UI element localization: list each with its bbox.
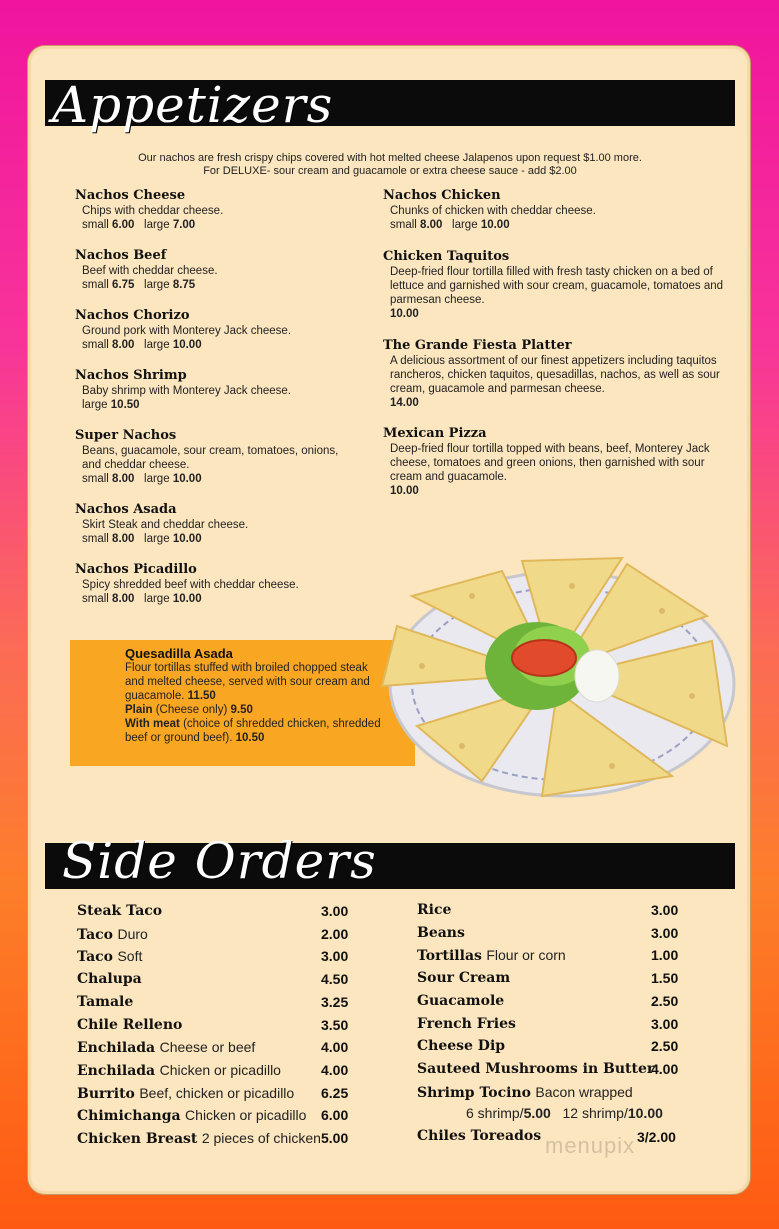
side-item-price: 4.00 <box>321 1039 349 1056</box>
price-value: 6.00 <box>112 219 135 231</box>
side-item-qualifier: Soft <box>117 948 143 965</box>
side-item <box>77 1106 306 1125</box>
side-item-qualifier: Duro <box>117 925 148 942</box>
item-prices <box>75 592 345 606</box>
item-prices <box>75 338 345 352</box>
quesadilla-item <box>125 646 385 745</box>
item-prices <box>75 218 345 232</box>
item-description: Chunks of chicken with cheddar cheese. <box>390 205 596 217</box>
appetizer-item <box>383 426 728 498</box>
quesadilla-plain-note: (Cheese only) <box>155 704 228 716</box>
item-name: Nachos Picadillo <box>75 562 197 577</box>
shrimp-12-label: 12 shrimp/ <box>562 1105 628 1121</box>
price-value: 14.00 <box>390 397 419 409</box>
intro-line-2: For DELUXE- sour cream and guacamole or extra cheese sauce - add $2.00 <box>203 165 577 177</box>
item-prices <box>383 396 728 410</box>
side-item-name: Enchilada <box>77 1062 156 1079</box>
side-item-price: 3/2.00 <box>637 1129 676 1145</box>
side-item-name: Chiles Toreados <box>417 1128 542 1144</box>
appetizer-item <box>75 428 345 486</box>
side-item-price: 3.00 <box>321 948 349 965</box>
side-item-price: 2.00 <box>321 925 349 942</box>
side-item-name: Rice <box>417 902 452 918</box>
side-item-name: Shrimp Tocino <box>417 1084 531 1101</box>
price-size-label: small <box>82 279 109 291</box>
side-item-name: Chicken Breast <box>77 1131 198 1147</box>
side-item-price: 2.50 <box>651 992 679 1009</box>
quesadilla-meat-label: With meat <box>125 718 180 730</box>
side-item <box>417 1015 516 1033</box>
appetizers-intro <box>95 152 685 178</box>
price-value: 6.75 <box>112 279 135 291</box>
price-value: 8.00 <box>420 219 443 231</box>
price-size-label: large <box>452 219 478 231</box>
quesadilla-plain-price: 9.50 <box>230 704 253 716</box>
side-item-name: Cheese Dip <box>417 1038 506 1055</box>
side-item <box>77 947 142 966</box>
price-value: 10.00 <box>172 533 202 545</box>
item-description: Baby shrimp with Monterey Jack cheese. <box>82 385 292 397</box>
side-item-qualifier: Cheese or beef <box>159 1039 256 1056</box>
side-item <box>417 901 451 919</box>
item-description: Deep-fried flour tortilla topped with beans, beef, Monterey Jack cheese, tomatoes and green onions, then garnished with sour cream and guacamole. <box>390 443 710 483</box>
side-item <box>417 992 504 1010</box>
side-item <box>77 993 133 1011</box>
item-description: Ground pork with Monterey Jack cheese. <box>82 325 292 337</box>
side-item <box>77 970 142 988</box>
price-value: 10.00 <box>390 308 419 320</box>
item-name: Nachos Shrimp <box>75 368 187 383</box>
item-prices <box>383 307 728 321</box>
side-item-name: Guacamole <box>417 992 505 1009</box>
price-value: 10.50 <box>110 399 140 411</box>
side-item-name: Burrito <box>77 1085 135 1102</box>
shrimp-6-label: 6 shrimp/ <box>466 1105 524 1121</box>
item-description: Skirt Steak and cheddar cheese. <box>82 519 249 531</box>
price-size-label: small <box>82 339 109 351</box>
side-item <box>77 1129 321 1148</box>
item-description: A delicious assortment of our finest appetizers including taquitos rancheros, chicken taquitos, quesadillas, nachos, as well as sour cream, guacamole and parmesan cheese. <box>390 355 720 395</box>
price-size-label: large <box>144 279 170 291</box>
appetizers-title: Appetizers <box>52 76 334 134</box>
menupix-watermark: menupix <box>545 1133 636 1158</box>
item-description: Deep-fried flour tortilla filled with fresh tasty chicken on a bed of lettuce and garnished with sour cream, guacamole, tomatoes and parmesan cheese. <box>390 266 724 306</box>
item-prices <box>75 398 345 412</box>
appetizer-item <box>383 188 728 232</box>
side-item-price: 5.00 <box>321 1130 349 1146</box>
appetizer-item <box>383 249 728 321</box>
side-item-name: Sauteed Mushrooms in Butter <box>417 1060 655 1077</box>
item-name: Nachos Chorizo <box>75 308 190 323</box>
side-item-name: French Fries <box>417 1015 516 1032</box>
side-item <box>417 1060 654 1078</box>
side-item <box>77 925 148 944</box>
side-item-price: 6.25 <box>321 1084 349 1101</box>
side-item <box>417 1037 505 1055</box>
price-value: 7.00 <box>172 219 196 231</box>
side-item-qualifier: Chicken or picadillo <box>185 1107 307 1124</box>
side-item-qualifier: Chicken or picadillo <box>159 1061 281 1078</box>
quesadilla-meat-price: 10.50 <box>235 732 265 744</box>
item-name: The Grande Fiesta Platter <box>383 338 572 353</box>
price-value: 10.00 <box>172 339 202 351</box>
price-value: 8.00 <box>112 593 135 605</box>
side-item-qualifier: Flour or corn <box>486 947 566 964</box>
side-item-name: Taco <box>77 949 114 966</box>
item-name: Nachos Chicken <box>383 188 501 203</box>
side-item-name: Enchilada <box>77 1040 156 1057</box>
appetizer-item <box>383 338 728 410</box>
quesadilla-plate-image <box>372 556 738 802</box>
item-name: Nachos Cheese <box>75 188 186 203</box>
price-size-label: large <box>144 593 170 605</box>
side-item <box>77 1061 281 1080</box>
side-item-price: 3.00 <box>321 903 349 919</box>
price-size-label: small <box>82 219 109 231</box>
appetizer-item <box>75 502 345 546</box>
item-name: Mexican Pizza <box>383 426 487 441</box>
price-value: 10.00 <box>480 219 510 231</box>
price-value: 8.00 <box>112 533 135 545</box>
quesadilla-name: Quesadilla Asada <box>125 646 233 661</box>
side-item-price: 1.50 <box>651 970 679 987</box>
side-item-name: Tamale <box>77 993 134 1010</box>
side-item-price: 4.00 <box>321 1061 349 1078</box>
side-item-name: Taco <box>77 926 114 943</box>
side-item-qualifier: 2 pieces of chicken <box>201 1130 321 1146</box>
side-item-price: 6.00 <box>321 1107 349 1124</box>
side-item-price: 4.00 <box>651 1060 679 1077</box>
appetizer-item <box>75 562 345 606</box>
item-description: Chips with cheddar cheese. <box>82 205 224 217</box>
price-size-label: small <box>82 473 109 485</box>
shrimp-6-price: 5.00 <box>523 1105 551 1121</box>
price-size-label: small <box>82 593 109 605</box>
side-item-name: Sour Cream <box>417 970 511 987</box>
price-size-label: large <box>144 533 170 545</box>
side-item <box>77 1038 255 1057</box>
side-item-name: Chile Relleno <box>77 1016 183 1033</box>
item-name: Chicken Taquitos <box>383 249 510 264</box>
quesadilla-desc: Flour tortillas stuffed with broiled chopped steak and melted cheese, served with sour cream and guacamole. <box>125 662 370 702</box>
side-item-qualifier: Bacon wrapped <box>535 1083 633 1100</box>
item-name: Super Nachos <box>75 428 177 443</box>
price-value: 8.00 <box>112 339 135 351</box>
item-description: Beans, guacamole, sour cream, tomatoes, onions, and cheddar cheese. <box>82 445 339 471</box>
price-value: 10.00 <box>172 473 202 485</box>
shrimp-12-price: 10.00 <box>627 1105 663 1121</box>
price-value: 8.00 <box>112 473 135 485</box>
side-item <box>77 1016 182 1034</box>
intro-line-1: Our nachos are fresh crispy chips covered with hot melted cheese Jalapenos upon request $1.00 more. <box>138 152 642 164</box>
item-prices <box>383 484 728 498</box>
side-item-price: 2.50 <box>651 1038 679 1055</box>
side-orders-title: Side Orders <box>62 832 377 890</box>
price-size-label: small <box>82 533 109 545</box>
quesadilla-plain-label: Plain <box>125 704 153 716</box>
price-size-label: small <box>390 219 417 231</box>
side-item-chiles-toreados <box>417 1127 541 1145</box>
quesadilla-meat-note: (choice of shredded chicken, shredded beef or ground beef). <box>125 718 381 744</box>
side-item-name: Tortillas <box>417 948 482 965</box>
side-item <box>417 924 465 942</box>
side-item <box>77 902 162 920</box>
appetizer-item <box>75 248 345 292</box>
appetizer-item <box>75 368 345 412</box>
item-prices <box>75 472 345 486</box>
side-item-qualifier: Beef, chicken or picadillo <box>139 1084 295 1101</box>
appetizer-item <box>75 308 345 352</box>
side-item-name: Steak Taco <box>77 903 163 919</box>
side-item-price: 3.25 <box>321 993 349 1010</box>
side-item <box>77 1084 294 1103</box>
price-size-label: large <box>144 339 170 351</box>
side-item-price: 3.00 <box>651 902 679 918</box>
item-description: Spicy shredded beef with cheddar cheese. <box>82 579 299 591</box>
side-item-price: 3.00 <box>651 924 679 941</box>
price-value: 10.00 <box>390 485 419 497</box>
shrimp-tocino-options <box>466 1104 663 1122</box>
side-item-price: 3.50 <box>321 1016 349 1033</box>
item-name: Nachos Beef <box>75 248 167 263</box>
side-item-price: 4.50 <box>321 971 349 988</box>
side-item <box>417 1083 633 1102</box>
price-size-label: large <box>144 473 170 485</box>
item-prices <box>75 278 345 292</box>
price-value: 10.00 <box>172 593 202 605</box>
side-item <box>417 946 566 965</box>
item-prices <box>383 218 728 232</box>
price-value: 8.75 <box>172 279 196 291</box>
side-item-price: 3.00 <box>651 1015 679 1032</box>
side-item-price: 1.00 <box>651 947 679 964</box>
quesadilla-price: 11.50 <box>187 690 216 702</box>
price-size-label: large <box>82 399 108 411</box>
side-item <box>417 969 510 987</box>
side-item-name: Chimichanga <box>77 1108 181 1125</box>
appetizer-item <box>75 188 345 232</box>
side-item-name: Chalupa <box>77 971 142 988</box>
price-size-label: large <box>144 219 170 231</box>
item-prices <box>75 532 345 546</box>
side-item-name: Beans <box>417 924 465 941</box>
item-description: Beef with cheddar cheese. <box>82 265 218 277</box>
item-name: Nachos Asada <box>75 502 177 517</box>
